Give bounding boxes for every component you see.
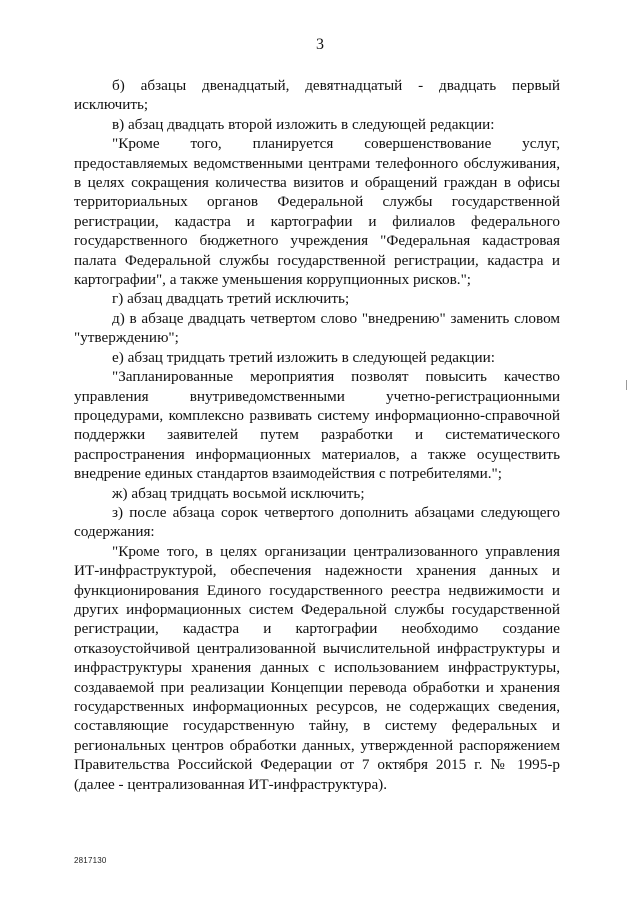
- paragraph-z-quote: "Кроме того, в целях организации централизованного управления ИТ-инфраструктурой, обеспечения надежности хранения данных и функционирования Единого государственного реестра недвижимости и других информационных систем Федеральной службы государственной регистрации, кадастра и картографии необходимо создание отказоустойчивой централизованной вычислительной инфраструктуры и инфраструктуры хранения данных с использованием инфраструктуры, создаваемой при реализации Концепции перевода обработки и хранения государственных информационных ресурсов, не содержащих сведения, составляющие государственную тайну, в систему федеральных и региональных центров обработки данных, утвержденной распоряжением Правительства Российской Федерации от 7 октября 2015 г. № 1995-р (далее - централизованная ИТ-инфраструктура).: [74, 542, 560, 793]
- paragraph-z: з) после абзаца сорок четвертого дополнить абзацами следующего содержания:: [74, 503, 560, 541]
- paragraph-e: е) абзац тридцать третий изложить в следующей редакции:: [112, 348, 496, 366]
- scan-edge-mark: [626, 380, 627, 390]
- paragraph-d: д) в абзаце двадцать четвертом слово "внедрению" заменить словом "утверждению";: [74, 309, 560, 347]
- paragraph-e-quote: "Запланированные мероприятия позволят повысить качество управления внутриведомственными учетно-регистрационными процедурами, комплексно развивать систему информационно-справочной поддержки заявителей путем разработки и систематического распространения информационных материалов, а также осуществить внедрение единых стандартов взаимодействия с потребителями.";: [74, 368, 560, 483]
- paragraph-v: в) абзац двадцать второй изложить в следующей редакции:: [112, 115, 495, 133]
- paragraph-g: г) абзац двадцать третий исключить;: [112, 290, 350, 308]
- document-code: 2817130: [74, 856, 107, 865]
- paragraph-b: б) абзацы двенадцатый, девятнадцатый - двадцать первый исключить;: [74, 77, 560, 114]
- paragraph-zh: ж) абзац тридцать восьмой исключить;: [112, 484, 365, 502]
- document-body: [74, 76, 560, 794]
- page-number: 3: [316, 36, 324, 53]
- paragraph-v-quote: "Кроме того, планируется совершенствование услуг, предоставляемых ведомственными центрами телефонного обслуживания, в целях сокращения количества визитов и обращений граждан в офисы территориальных органов Федеральной службы государственной регистрации, кадастра и картографии и филиалов федерального государственного бюджетного учреждения "Федеральная кадастровая палата Федеральной службы государственной регистрации, кадастра и картографии", а также уменьшения коррупционных рисков.";: [74, 135, 560, 289]
